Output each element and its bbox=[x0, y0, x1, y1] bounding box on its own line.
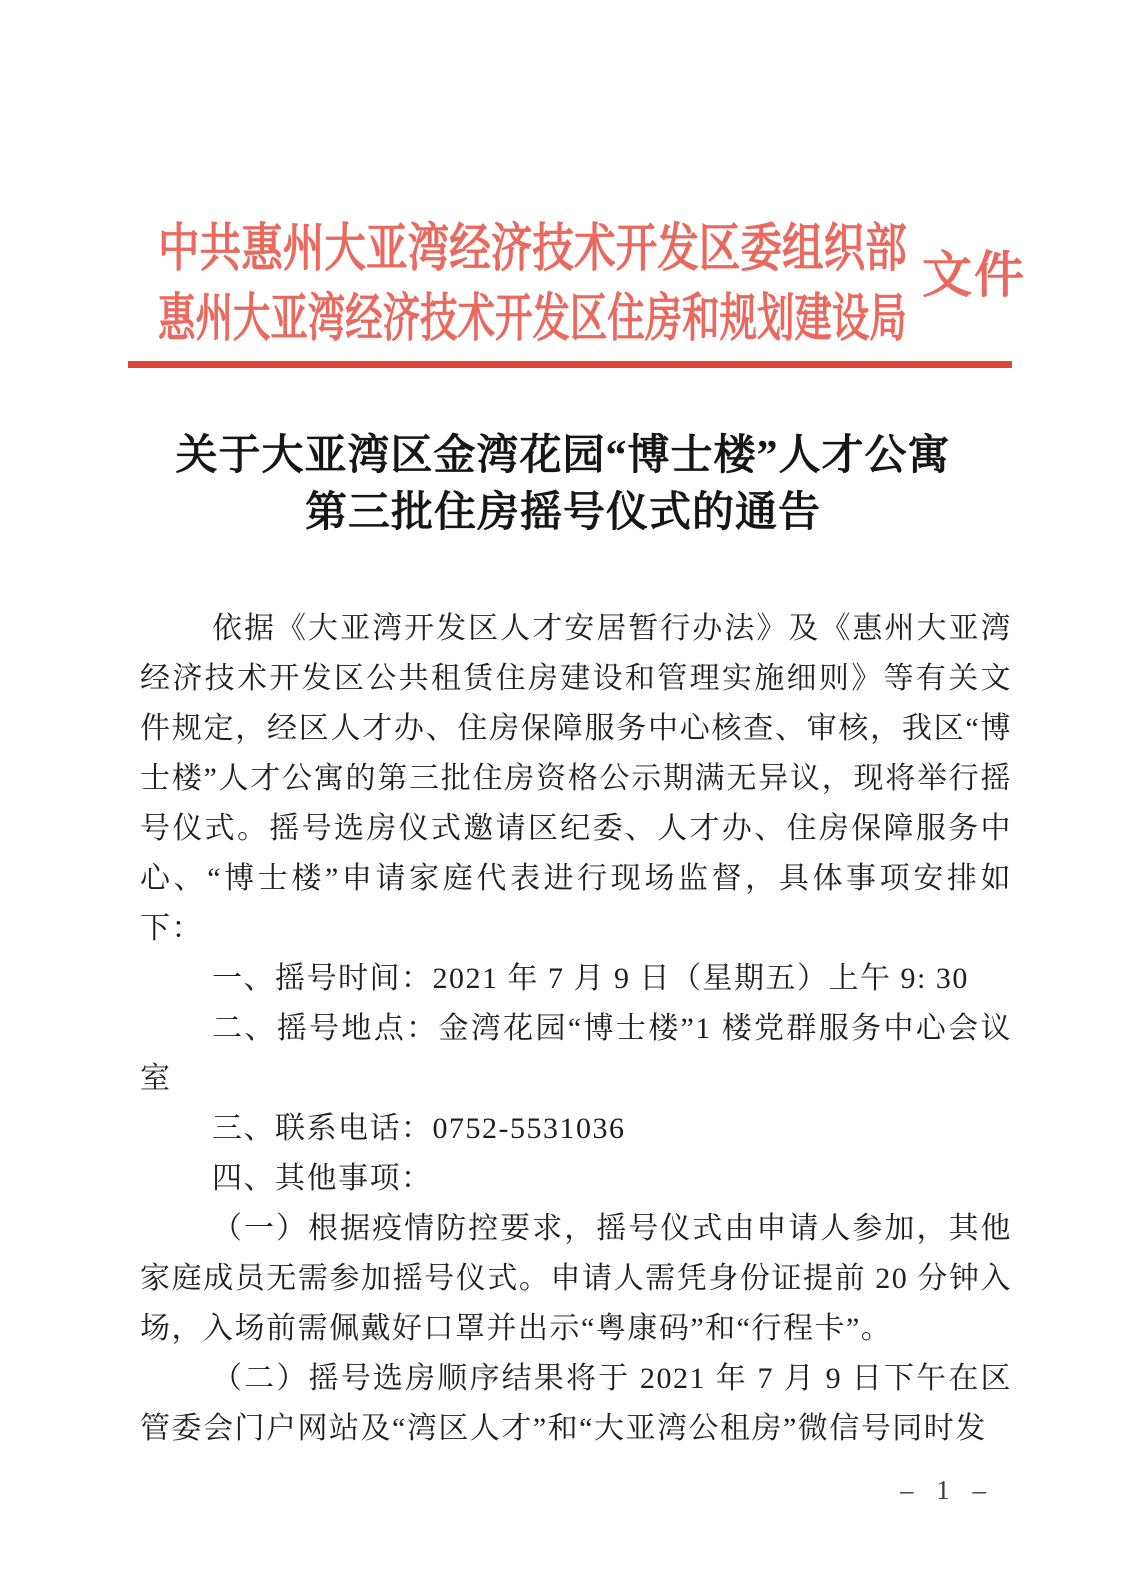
document-title-line-1: 关于大亚湾区金湾花园“博士楼”人才公寓 bbox=[175, 433, 951, 479]
letterhead-org-line-2: 惠州大亚湾经济技术开发区住房和规划建设局 bbox=[158, 291, 907, 348]
letterhead-doc-type-label: 文件 bbox=[922, 247, 1026, 303]
body-paragraph: （一）根据疫情防控要求，摇号仪式由申请人参加，其他家庭成员无需参加摇号仪式。申请人需凭身份证提前 20 分钟入场，入场前需佩戴好口罩并出示“粤康码”和“行程卡”。 bbox=[140, 1212, 1012, 1345]
body-paragraph: （二）摇号选房顺序结果将于 2021 年 7 月 9 日下午在区管委会门户网站及“湾区人才”和“大亚湾公租房”微信号同时发 bbox=[140, 1362, 1012, 1445]
red-divider-rule bbox=[128, 361, 1012, 368]
body-paragraph: 依据《大亚湾开发区人才安居暂行办法》及《惠州大亚湾经济技术开发区公共租赁住房建设和管理实施细则》等有关文件规定，经区人才办、住房保障服务中心核查、审核，我区“博士楼”人才公寓的第三批住房资格公示期满无异议，现将举行摇号仪式。摇号选房仪式邀请区纪委、人才办、住房保障服务中心、“博士楼”申请家庭代表进行现场监督，具体事项安排如下： bbox=[140, 612, 1012, 945]
body-paragraph: 四、其他事项： bbox=[212, 1162, 433, 1195]
document-title bbox=[63, 428, 1063, 542]
page-number: – 1 – bbox=[900, 1475, 994, 1505]
document-body bbox=[140, 604, 1012, 1454]
document-title-line-2: 第三批住房摇号仪式的通告 bbox=[304, 490, 821, 536]
body-paragraph: 三、联系电话：0752-5531036 bbox=[212, 1112, 626, 1145]
body-paragraph: 一、摇号时间：2021 年 7 月 9 日（星期五）上午 9: 30 bbox=[212, 962, 969, 995]
body-paragraph: 二、摇号地点：金湾花园“博士楼”1 楼党群服务中心会议室 bbox=[140, 1012, 1012, 1095]
letterhead-org-line-1: 中共惠州大亚湾经济技术开发区委组织部 bbox=[158, 221, 907, 278]
